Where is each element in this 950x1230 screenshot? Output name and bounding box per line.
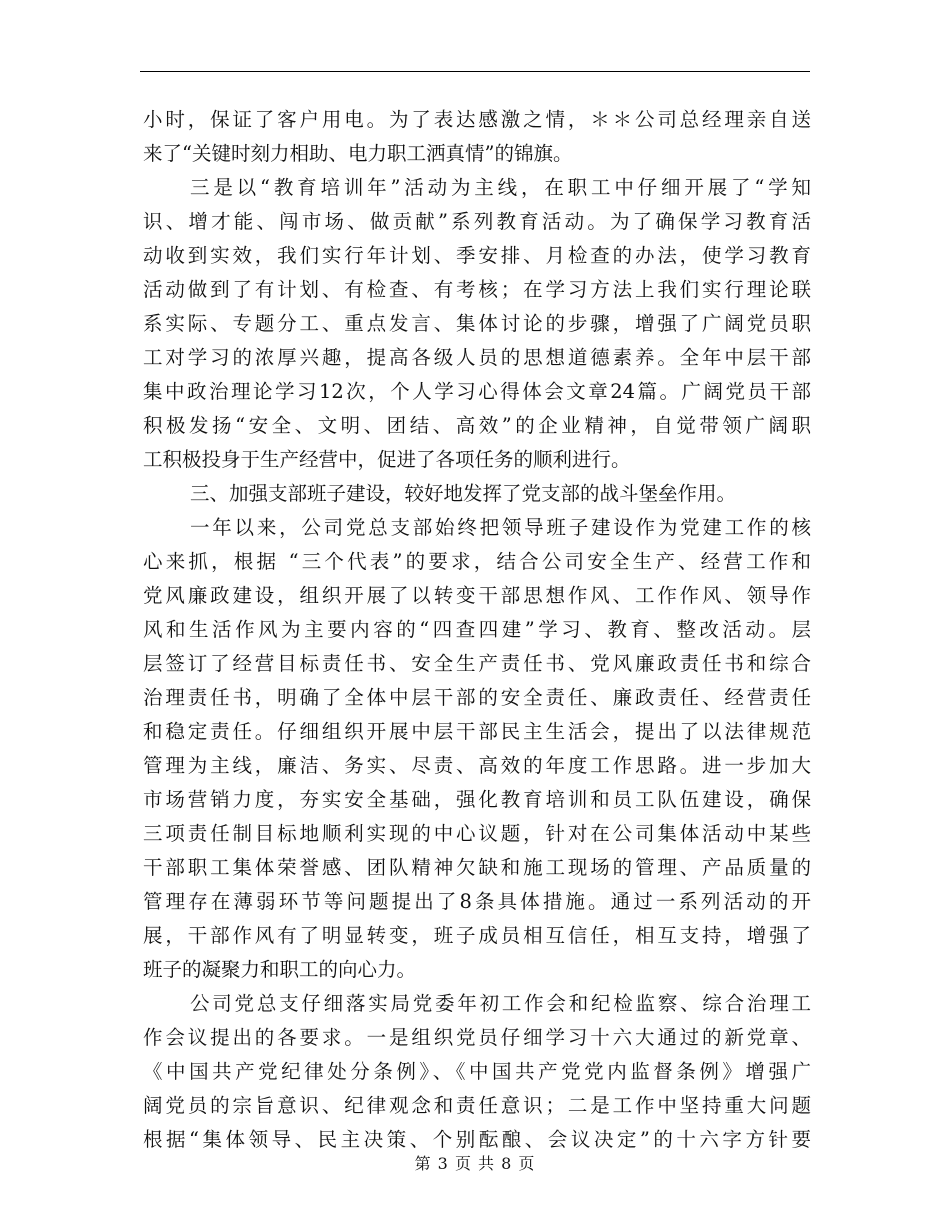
text-line: 工积极投身于生产经营中，促进了各项任务的顺利进行。 xyxy=(143,448,631,471)
text-line: 集中政治理论学习12次，个人学习心得体会文章24篇。广阔党员干部 xyxy=(143,380,811,403)
text-line: 一年以来，公司党总支部始终把领导班子建设作为党建工作的核 xyxy=(190,516,811,539)
document-body xyxy=(143,103,811,1157)
text-line: 和稳定责任。仔细组织开展中层干部民主生活会，提出了以法律规范 xyxy=(143,720,811,743)
text-line: 三、加强支部班子建设，较好地发挥了党支部的战斗堡垒作用。 xyxy=(190,482,737,505)
text-line: 三项责任制目标地顺利实现的中心议题，针对在公司集体活动中某些 xyxy=(143,822,811,845)
page-number-label: 第 3 页 共 8 页 xyxy=(414,1154,536,1173)
page-footer xyxy=(0,1152,950,1176)
text-line: 作会议提出的各要求。一是组织党员仔细学习十六大通过的新党章、 xyxy=(143,1026,811,1049)
text-line: 管理为主线，廉洁、务实、尽责、高效的年度工作思路。进一步加大 xyxy=(143,754,811,777)
text-line: 三是以“教育培训年”活动为主线，在职工中仔细开展了“学知 xyxy=(190,176,811,199)
text-line: 小时，保证了客户用电。为了表达感激之情，＊＊公司总经理亲自送 xyxy=(143,108,811,131)
text-line: 根据“集体领导、民主决策、个别酝酿、会议决定”的十六字方针要 xyxy=(143,1128,811,1151)
text-line: 风和生活作风为主要内容的“四查四建”学习、教育、整改活动。层 xyxy=(143,618,811,641)
text-line: 阔党员的宗旨意识、纪律观念和责任意识；二是工作中坚持重大问题 xyxy=(143,1094,811,1117)
text-line: 展，干部作风有了明显转变，班子成员相互信任，相互支持，增强了 xyxy=(143,924,811,947)
text-line: 班子的凝聚力和职工的向心力。 xyxy=(143,958,417,981)
text-line: 治理责任书，明确了全体中层干部的安全责任、廉政责任、经营责任 xyxy=(143,686,811,709)
text-line: 干部职工集体荣誉感、团队精神欠缺和施工现场的管理、产品质量的 xyxy=(143,856,811,879)
header-rule xyxy=(140,71,810,72)
text-line: 识、增才能、闯市场、做贡献”系列教育活动。为了确保学习教育活 xyxy=(143,210,811,233)
text-line: 动收到实效，我们实行年计划、季安排、月检查的办法，使学习教育 xyxy=(143,244,811,267)
text-line: 《中国共产党纪律处分条例》、《中国共产党党内监督条例》增强广 xyxy=(143,1060,811,1083)
text-line: 积极发扬“安全、文明、团结、高效”的企业精神，自觉带领广阔职 xyxy=(143,414,811,437)
text-line: 公司党总支仔细落实局党委年初工作会和纪检监察、综合治理工 xyxy=(190,992,811,1015)
text-line: 活动做到了有计划、有检查、有考核；在学习方法上我们实行理论联 xyxy=(143,278,811,301)
text-line: 来了“关键时刻力相助、电力职工洒真情”的锦旗。 xyxy=(143,142,573,165)
text-line: 市场营销力度，夯实安全基础，强化教育培训和员工队伍建设，确保 xyxy=(143,788,811,811)
text-line: 工对学习的浓厚兴趣，提高各级人员的思想道德素养。全年中层干部 xyxy=(143,346,811,369)
text-line: 心来抓，根据 “三个代表”的要求，结合公司安全生产、经营工作和 xyxy=(143,550,811,573)
text-line: 管理存在薄弱环节等问题提出了8条具体措施。通过一系列活动的开 xyxy=(143,890,811,913)
text-line: 系实际、专题分工、重点发言、集体讨论的步骤，增强了广阔党员职 xyxy=(143,312,811,335)
text-line: 层签订了经营目标责任书、安全生产责任书、党风廉政责任书和综合 xyxy=(143,652,811,675)
text-line: 党风廉政建设，组织开展了以转变干部思想作风、工作作风、领导作 xyxy=(143,584,811,607)
